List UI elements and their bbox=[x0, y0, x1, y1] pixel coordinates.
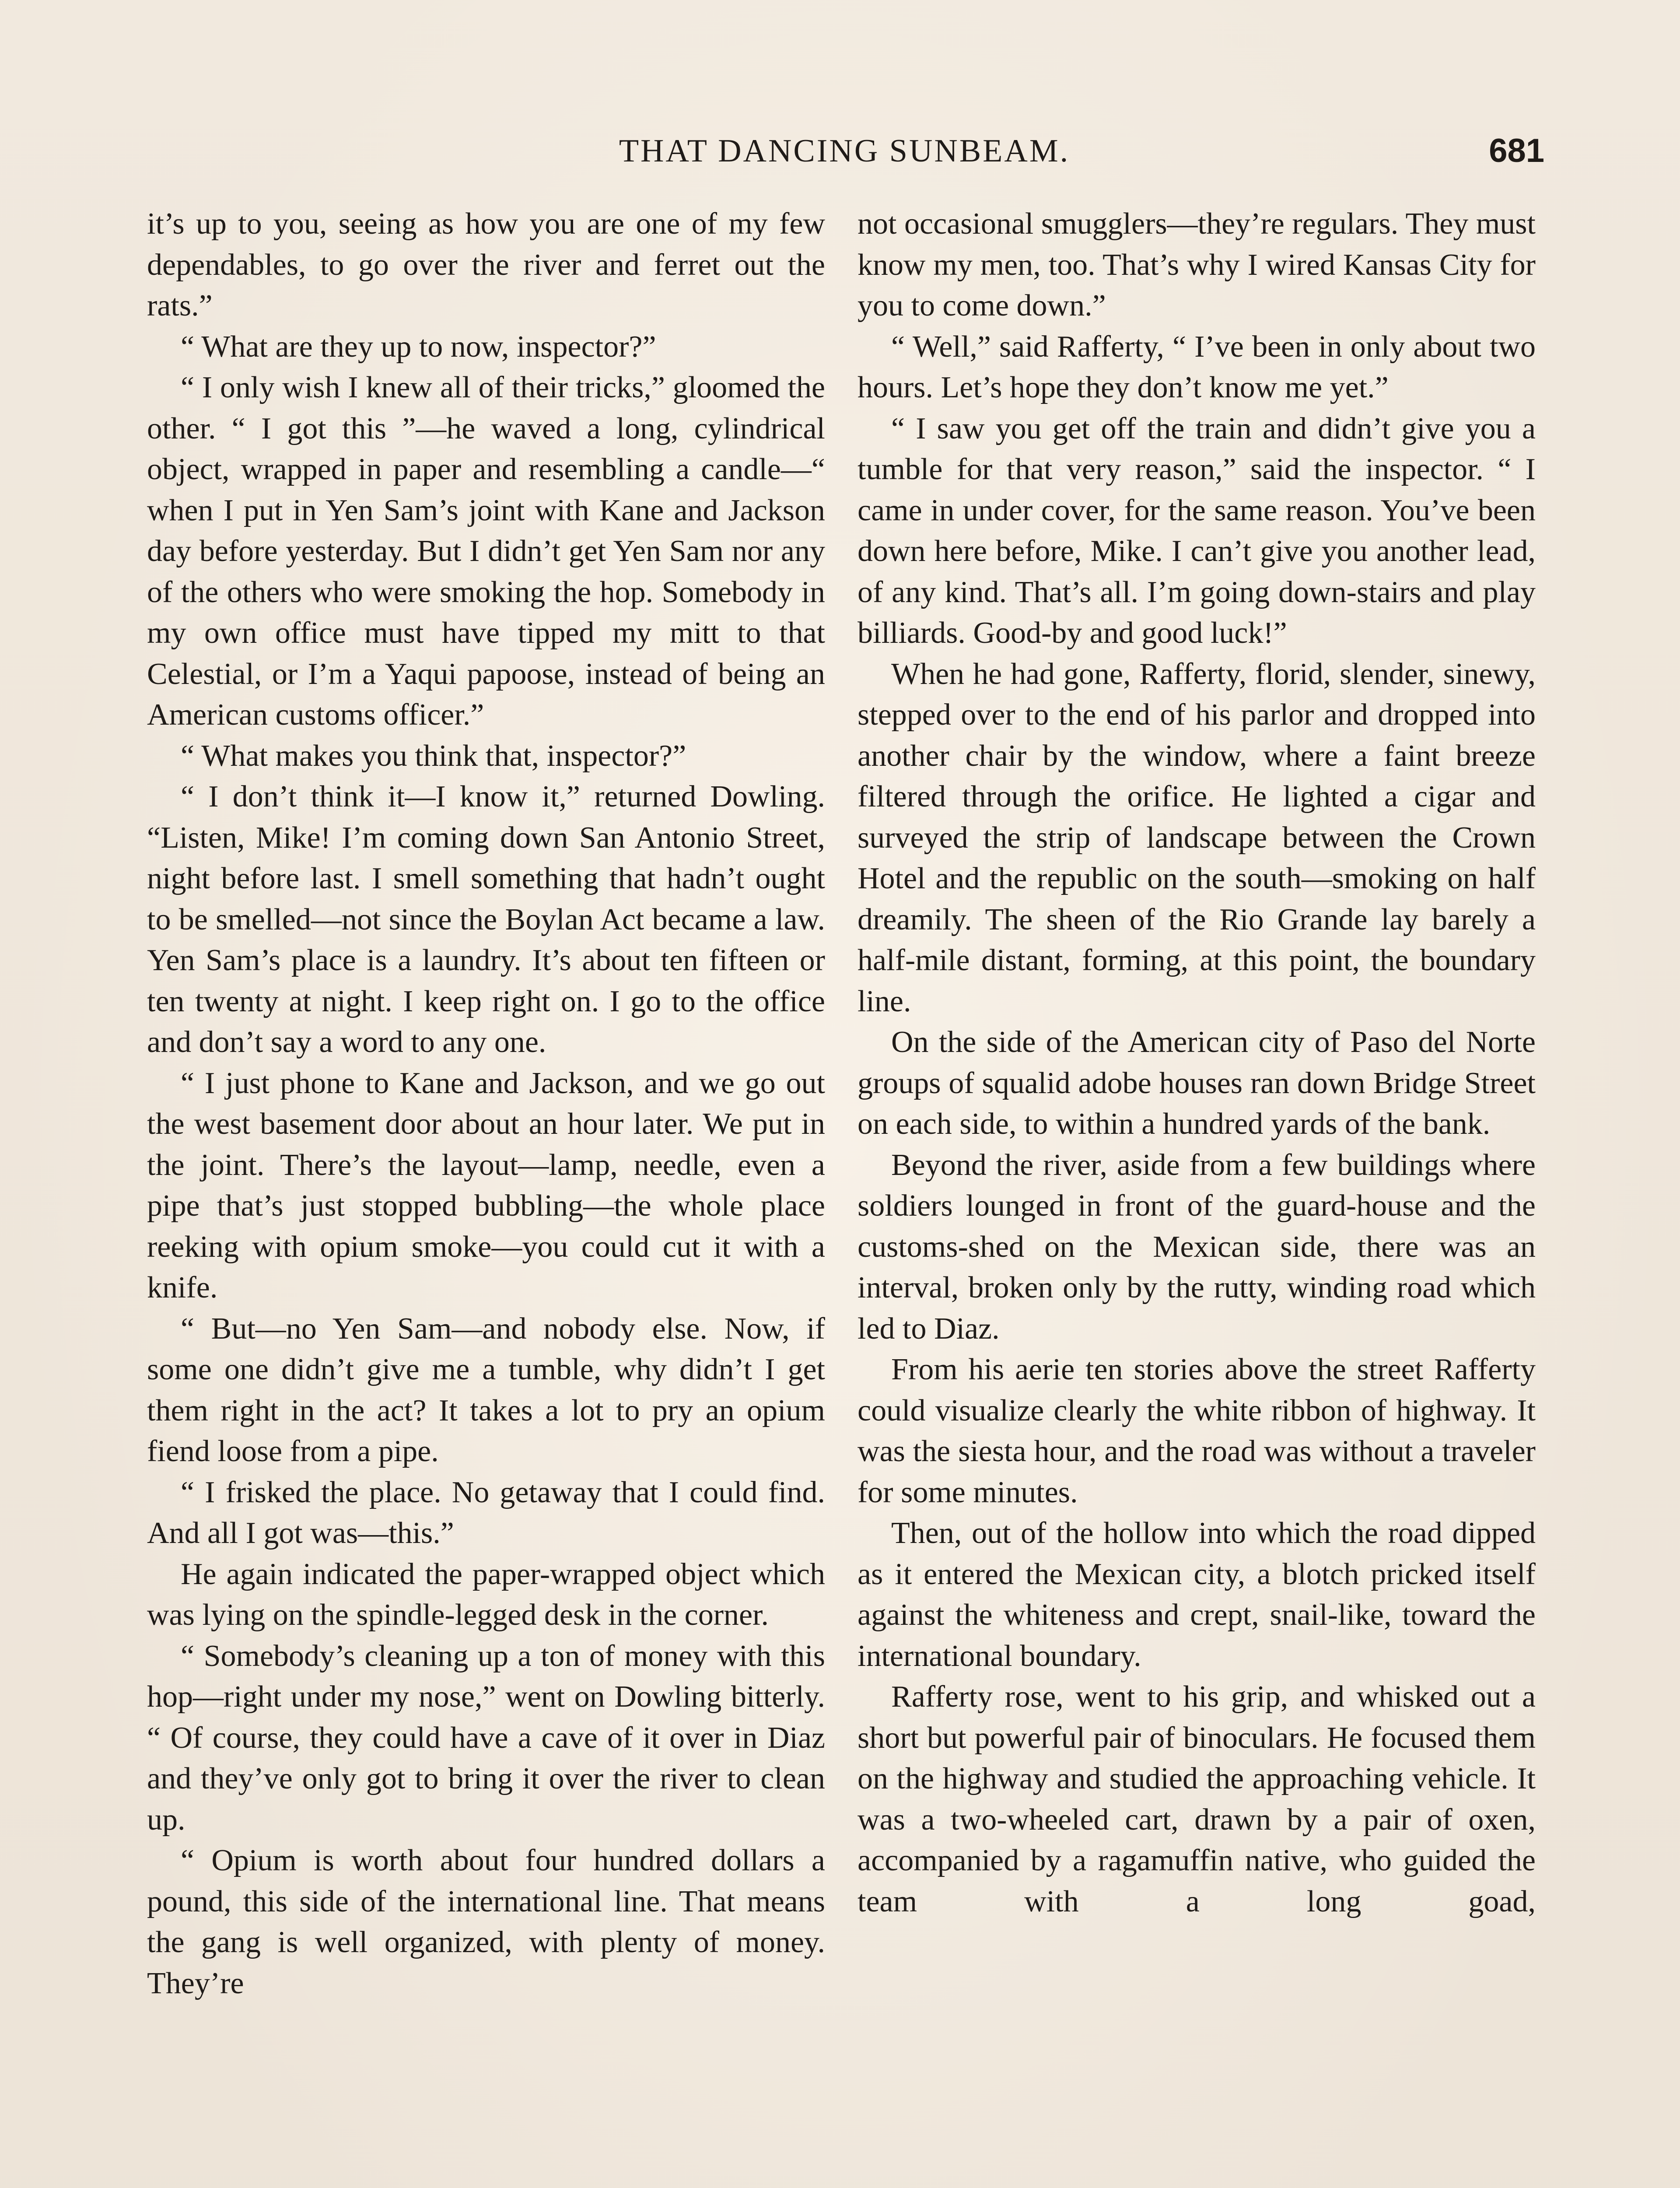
right-column bbox=[858, 203, 1536, 1922]
paragraph: “ I don’t think it—I know it,” returned Dowling. “Listen, Mike! I’m coming down San Antonio Street, night before last. I smell something that hadn’t ought to be smelled—not since the Boylan Act became a law. Yen Sam’s place is a laundry. It’s about ten fifteen or ten twenty at night. I keep right on. I go to the office and don’t say a word to any one. bbox=[147, 780, 825, 1059]
paragraph: “ I only wish I knew all of their tricks,” gloomed the other. “ I got this ”—he waved a long, cylindrical object, wrapped in paper and resembling a candle—“ when I put in Yen Sam’s joint with Kane and Jackson day before yesterday. But I didn’t get Yen Sam nor any of the others who were smoking the hop. Somebody in my own office must have tipped my mitt to that Celestial, or I’m a Yaqui papoose, instead of being an American customs officer.” bbox=[147, 371, 825, 732]
paragraph: When he had gone, Rafferty, florid, slender, sinewy, stepped over to the end of his parlor and dropped into another chair by the window, where a faint breeze filtered through the orifice. He lighted a cigar and surveyed the strip of landscape between the Crown Hotel and the republic on the south—smoking on half dreamily. The sheen of the Rio Grande lay barely a half-mile distant, forming, at this point, the boundary line. bbox=[858, 657, 1536, 1018]
paragraph: it’s up to you, seeing as how you are one of my few dependables, to go over the river and ferret out the rats.” bbox=[147, 207, 825, 323]
paragraph: From his aerie ten stories above the street Rafferty could visualize clearly the white ribbon of highway. It was the siesta hour, and the road was without a traveler for some minutes. bbox=[858, 1353, 1536, 1509]
paragraph: Then, out of the hollow into which the road dipped as it entered the Mexican city, a blotch pricked itself against the whiteness and crept, snail-like, toward the international boundary. bbox=[858, 1516, 1536, 1673]
paragraph: “ I saw you get off the train and didn’t give you a tumble for that very reason,” said the inspector. “ I came in under cover, for the same reason. You’ve been down here before, Mike. I can’t give you another lead, of any kind. That’s all. I’m going down-stairs and play billiards. Good-by and good luck!” bbox=[858, 411, 1536, 650]
paragraph: “ But—no Yen Sam—and nobody else. Now, if some one didn’t give me a tumble, why didn’t I get them right in the act? It takes a lot to pry an opium fiend loose from a pipe. bbox=[147, 1311, 825, 1468]
running-head: THAT DANCING SUNBEAM. bbox=[619, 133, 1070, 169]
paragraph: “ Opium is worth about four hundred dollars a pound, this side of the international line. That means the gang is well organized, with plenty of money. They’re bbox=[147, 1844, 825, 2000]
paragraph: not occasional smugglers—they’re regulars. They must know my men, too. That’s why I wired Kansas City for you to come down.” bbox=[858, 207, 1536, 323]
page-header bbox=[144, 125, 1544, 177]
paragraph: “ I frisked the place. No getaway that I could find. And all I got was—this.” bbox=[147, 1475, 825, 1550]
paragraph: “ Somebody’s cleaning up a ton of money with this hop—right under my nose,” went on Dowling bitterly. “ Of course, they could have a cave of it over in Diaz and they’ve only got to bring it over the river to clean up. bbox=[147, 1639, 825, 1837]
left-column bbox=[147, 203, 825, 2004]
paragraph: Rafferty rose, went to his grip, and whisked out a short but powerful pair of binoculars. He focused them on the highway and studied the approaching vehicle. It was a two-wheeled cart, drawn by a pair of oxen, accompanied by a ragamuffin native, who guided the team with a long goad, bbox=[858, 1680, 1536, 1918]
paragraph: “ What makes you think that, inspector?” bbox=[181, 739, 686, 773]
paragraph: Beyond the river, aside from a few buildings where soldiers lounged in front of the guard-house and the customs-shed on the Mexican side, there was an interval, broken only by the rutty, winding road which led to Diaz. bbox=[858, 1148, 1536, 1346]
paragraph: “ What are they up to now, inspector?” bbox=[181, 330, 656, 364]
page-number: 681 bbox=[1489, 132, 1544, 169]
paragraph: “ Well,” said Rafferty, “ I’ve been in only about two hours. Let’s hope they don’t know me yet.” bbox=[858, 330, 1536, 404]
paragraph: “ I just phone to Kane and Jackson, and we go out the west basement door about an hour later. We put in the joint. There’s the layout—lamp, needle, even a pipe that’s just stopped bubbling—the whole place reeking with opium smoke—you could cut it with a knife. bbox=[147, 1066, 825, 1304]
paragraph: He again indicated the paper-wrapped object which was lying on the spindle-legged desk in the corner. bbox=[147, 1557, 825, 1632]
paragraph: On the side of the American city of Paso del Norte groups of squalid adobe houses ran down Bridge Street on each side, to within a hundred yards of the bank. bbox=[858, 1025, 1536, 1141]
